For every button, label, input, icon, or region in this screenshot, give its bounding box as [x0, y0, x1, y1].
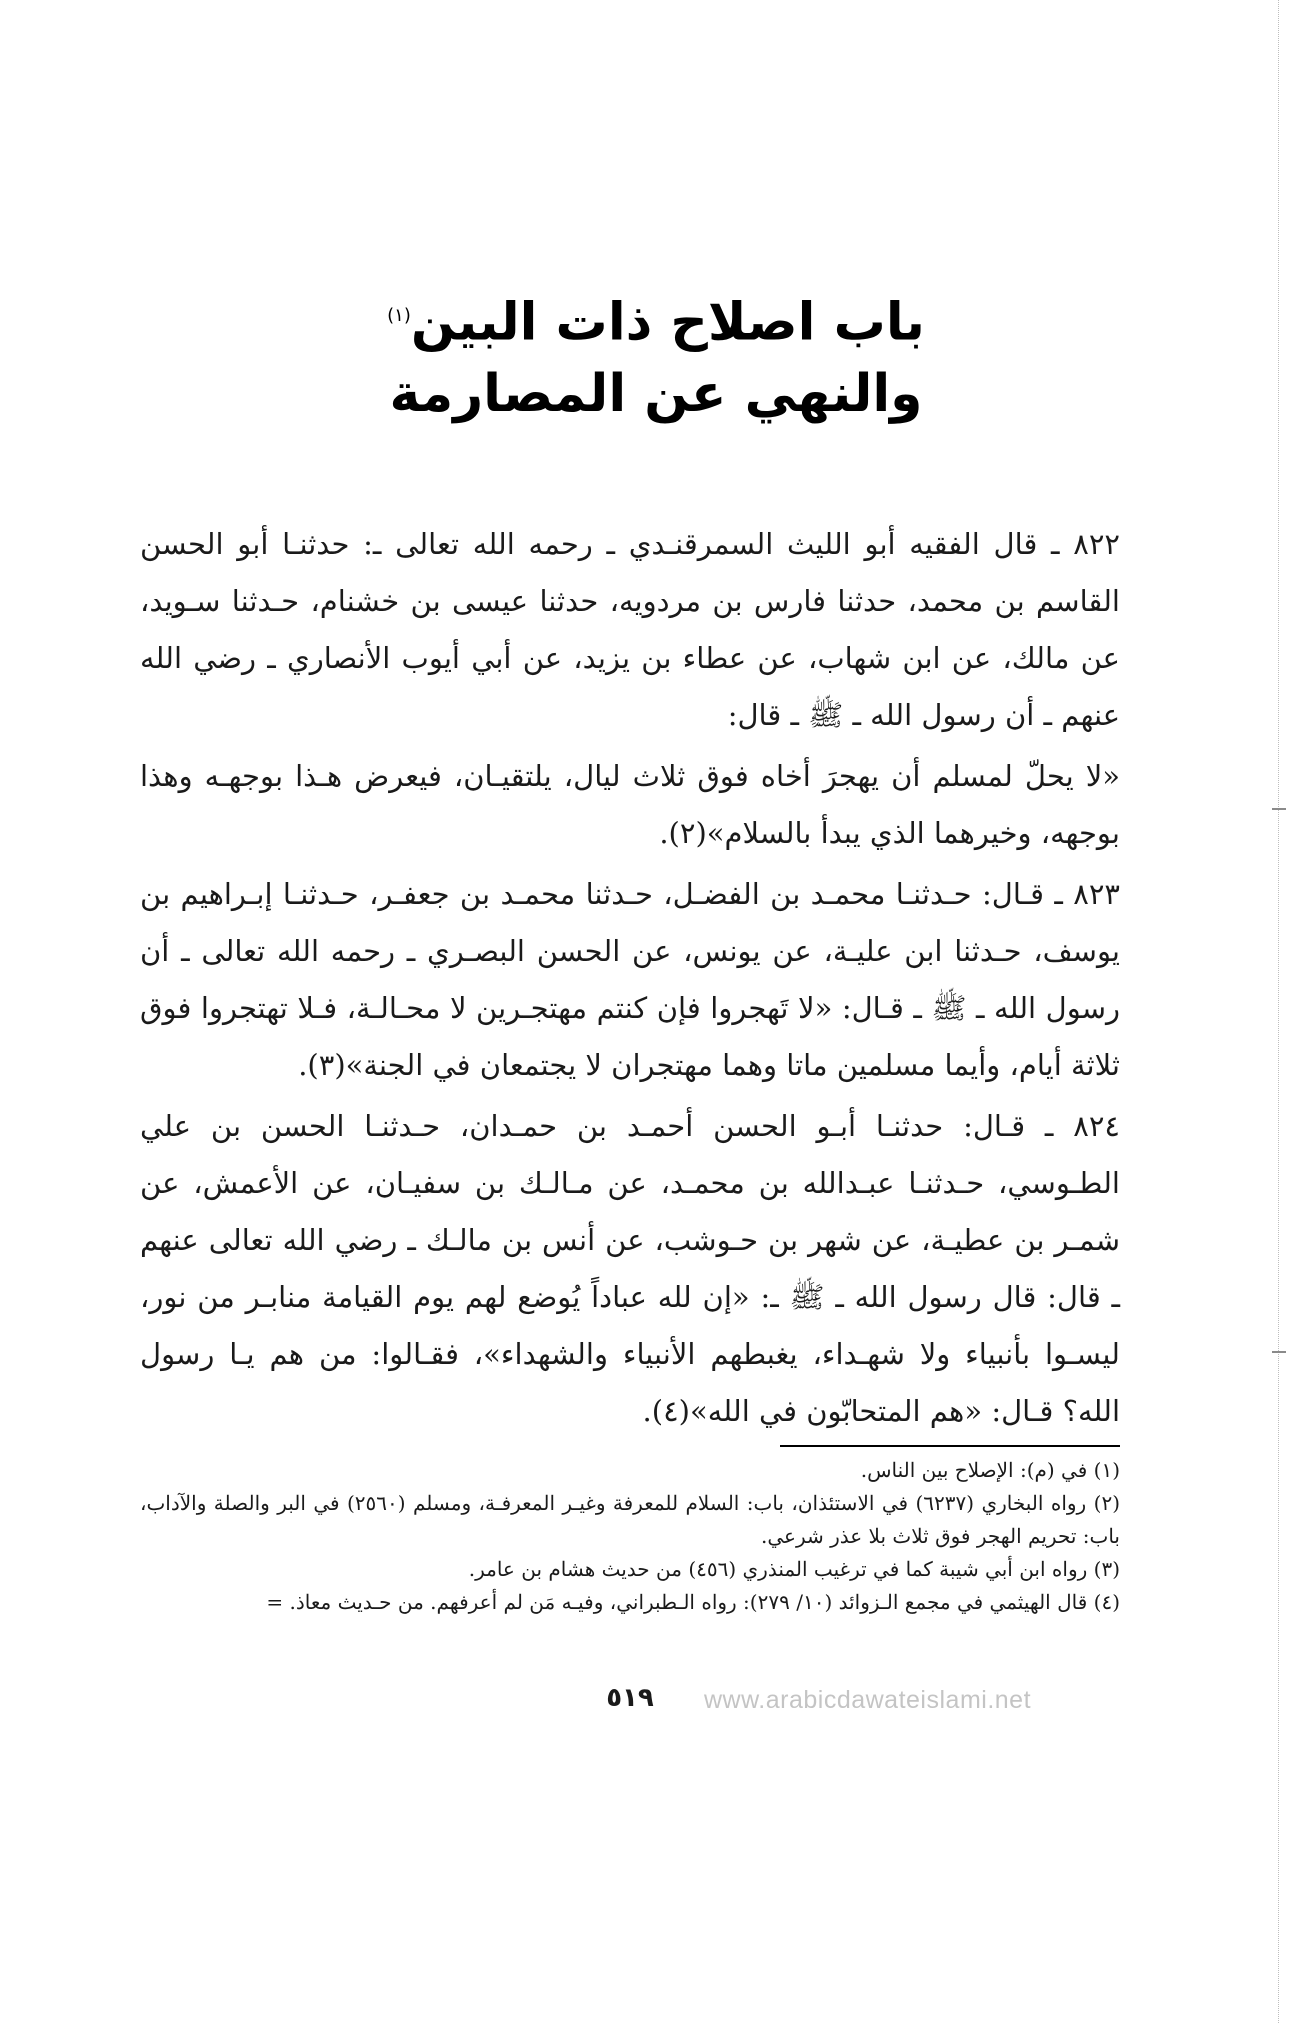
- hadith-paragraph-823: ٨٢٣ ـ قـال: حـدثنـا محمـد بن الفضـل، حـدثنا محمـد بن جعفـر، حـدثنـا إبـراهيم بن يوسف، حـدثنا ابن عليـة، عن يونس، عن الحسن البصـري ـ رحمه الله تعالى ـ أن رسول الله ـ ﷺ ـ قـال: «لا تَهجروا فإن كنتم مهتجـرين لا محـالـة، فـلا تهتجروا فوق ثلاثة أيام، وأيما مسلمين ماتا وهما مهتجران لا يجتمعان في الجنة»(٣).: [140, 877, 1120, 1082]
- footnote-4: (٤) قال الهيثمي في مجمع الـزوائد (١٠/ ٢٧٩): رواه الـطبراني، وفيـه مَن لم أعرفهم. من حـديث معاذ. =: [266, 1590, 1120, 1614]
- footnote-divider: [780, 1445, 1120, 1447]
- chapter-title-line-2: والنهي عن المصارمة: [389, 364, 923, 425]
- hadith-quote-822: «لا يحلّ لمسلم أن يهجرَ أخاه فوق ثلاث ليال، يلتقيـان، فيعرض هـذا بوجهـه وهذا بوجهه، وخيرهما الذي يبدأ بالسلام»(٢).: [140, 759, 1120, 850]
- title-footnote-marker[interactable]: (١): [387, 305, 411, 326]
- edge-tick-mark: [1272, 1351, 1286, 1353]
- hadith-paragraph-822: ٨٢٢ ـ قال الفقيه أبو الليث السمرقنـدي ـ رحمه الله تعالى ـ: حدثنـا أبو الحسن القاسم بن محمد، حدثنا فارس بن مردويه، حدثنا عيسى بن خشنام، حـدثنا سـويد، عن مالك، عن ابن شهاب، عن عطاء بن يزيد، عن أبي أيوب الأنصاري ـ رضي الله عنهم ـ أن رسول الله ـ ﷺ ـ قال:: [140, 527, 1120, 732]
- chapter-title: [0, 280, 1312, 430]
- chapter-title-text-1: باب اصلاح ذات البين: [410, 292, 925, 353]
- footnote-2: (٢) رواه البخاري (٦٢٣٧) في الاستئذان، باب: السلام للمعرفة وغيـر المعرفـة، ومسلم (٢٥٦٠) في البر والصلة والآداب، باب: تحريم الهجر فوق ثلاث بلا عذر شرعي.: [140, 1491, 1120, 1548]
- website-watermark: www.arabicdawateislami.net: [704, 1686, 1032, 1714]
- page-number: ٥١٩: [606, 1683, 654, 1713]
- chapter-title-line-1: [0, 280, 1312, 358]
- hadith-paragraph-824: ٨٢٤ ـ قـال: حدثنـا أبـو الحسن أحمـد بن حمـدان، حـدثنـا الحسن بن علي الطـوسي، حـدثنـا عبـدالله بن محمـد، عن مـالـك بن سفيـان، عن الأعمش، عن شمـر بن عطيـة، عن شهر بن حـوشب، عن أنس بن مالـك ـ رضي الله تعالى عنهم ـ قال: قال رسول الله ـ ﷺ ـ: «إن لله عباداً يُوضع لهم يوم القيامة منابـر من نور، ليسـوا بأنبياء ولا شهـداء، يغبطهم الأنبياء والشهداء»، فقـالوا: من هم يـا رسول الله؟ قـال: «هم المتحابّون في الله»(٤).: [140, 1109, 1120, 1428]
- main-text: [140, 516, 1120, 1444]
- footnotes: [140, 1454, 1120, 1619]
- footnote-1: (١) في (م): الإصلاح بين الناس.: [860, 1458, 1120, 1482]
- edge-tick-mark: [1272, 808, 1286, 810]
- footnote-3: (٣) رواه ابن أبي شيبة كما في ترغيب المنذري (٤٥٦) من حديث هشام بن عامر.: [468, 1557, 1120, 1581]
